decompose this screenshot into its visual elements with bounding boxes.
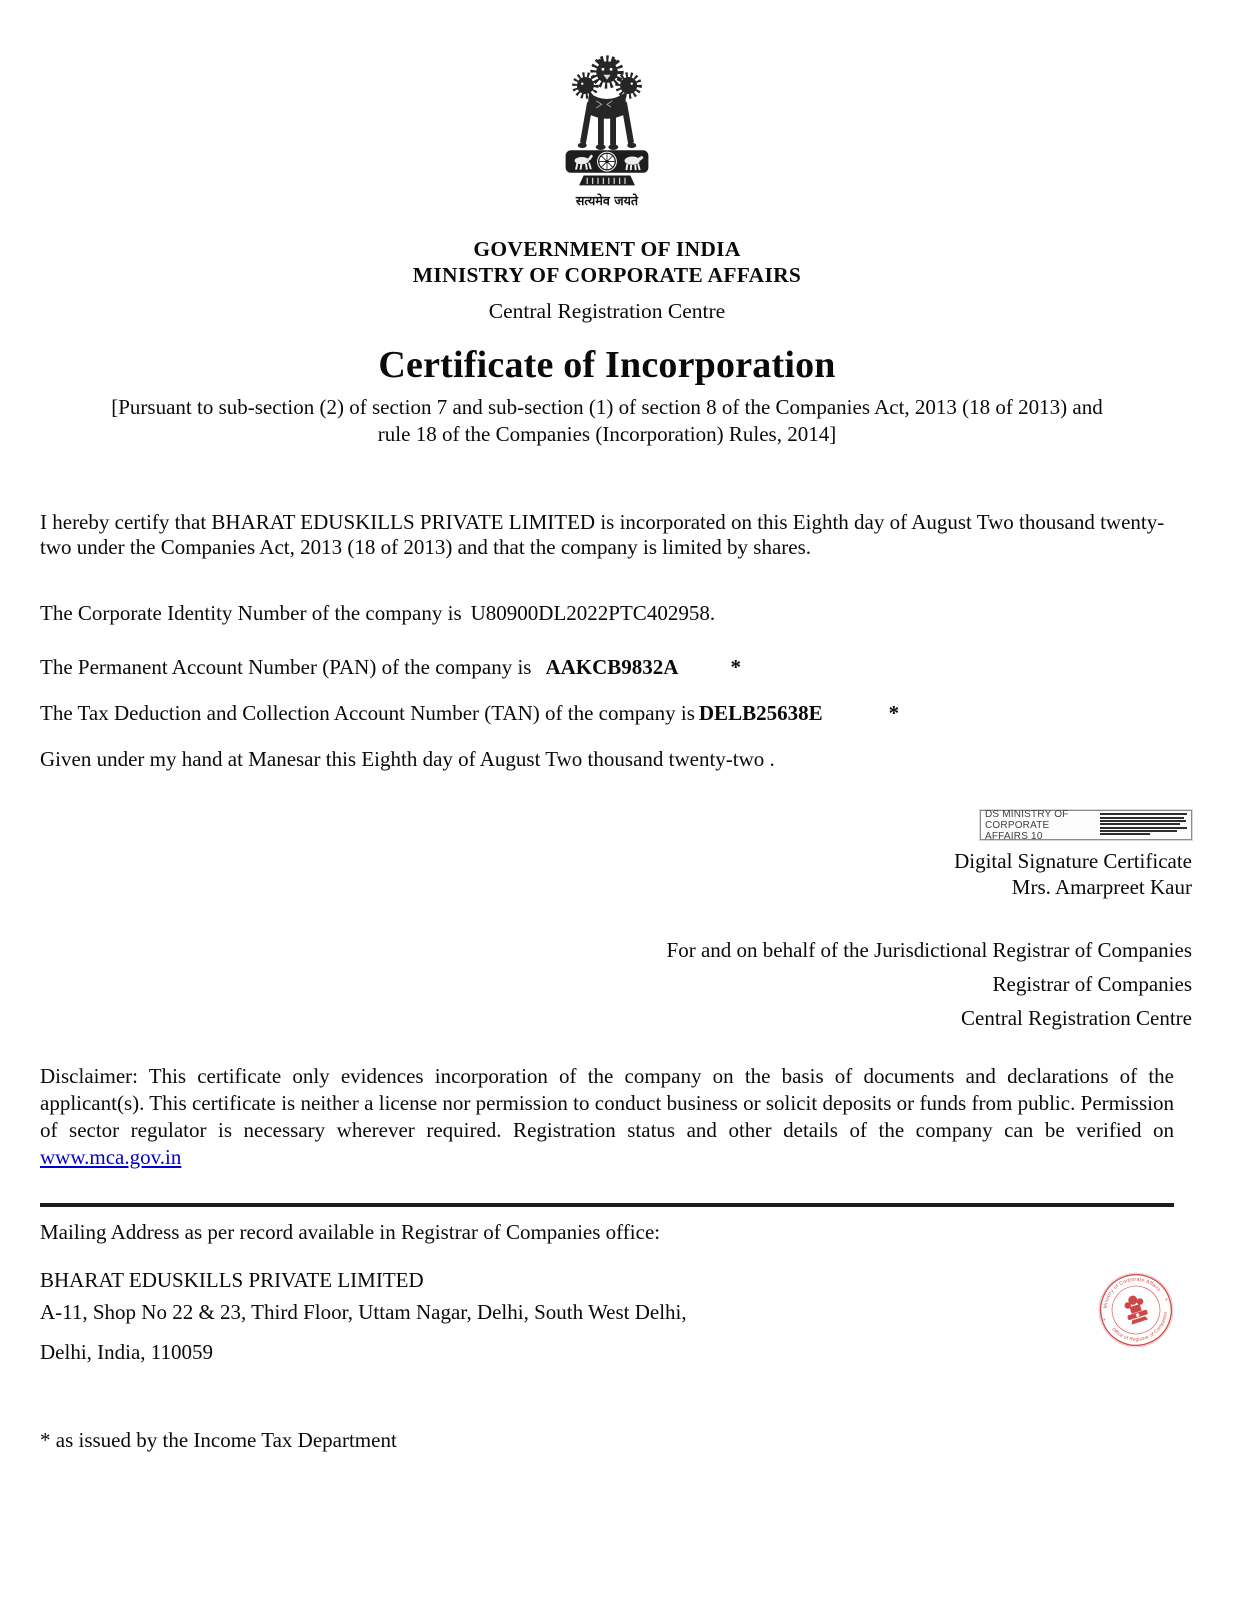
certificate-title: Certificate of Incorporation (378, 344, 836, 386)
mailing-address-line-2: Delhi, India, 110059 (40, 1340, 214, 1364)
pursuant-line-1: [Pursuant to sub-section (2) of section 7 and sub-section (1) of section 8 of the Companies Act, 2013 (18 of 2013) and (111, 395, 1103, 419)
footnote: * as issued by the Income Tax Department (40, 1428, 397, 1452)
cin-line (40, 600, 1174, 626)
stamp-bottom-text: Office of Registrar of Companies (1111, 1311, 1168, 1342)
header (40, 42, 1174, 448)
pursuant-line-2: rule 18 of the Companies (Incorporation) Rules, 2014] (377, 422, 837, 446)
pan-value: AAKCB9832A (545, 655, 679, 679)
behalf-line-1: For and on behalf of the Jurisdictional Registrar of Companies (666, 938, 1192, 962)
signature-signer-label: DS MINISTRY OF CORPORATE AFFAIRS 10 (985, 808, 1069, 842)
behalf-line-2: Registrar of Companies (992, 972, 1192, 996)
registration-centre-line: Central Registration Centre (488, 299, 726, 323)
stamp-right-star: * (1164, 1297, 1170, 1305)
certify-prefix: I hereby certify that (40, 510, 212, 534)
section-divider (40, 1203, 1174, 1207)
dsc-signer-name: Mrs. Amarpreet Kaur (1011, 875, 1192, 899)
disclaimer-paragraph (40, 1063, 1174, 1171)
ministry-title: MINISTRY OF CORPORATE AFFAIRS (412, 263, 802, 287)
company-name-inline: BHARAT EDUSKILLS PRIVATE LIMITED (211, 510, 596, 534)
microtext-line (1100, 820, 1186, 822)
given-under-hand-line: Given under my hand at Manesar this Eighth day of August Two thousand twenty-two . (40, 747, 775, 771)
microtext-line (1100, 827, 1187, 829)
pan-label: The Permanent Account Number (PAN) of the company is (40, 655, 532, 679)
government-title: GOVERNMENT OF INDIA (473, 237, 741, 261)
microtext-line (1100, 813, 1187, 815)
mailing-company-name: BHARAT EDUSKILLS PRIVATE LIMITED (40, 1268, 424, 1292)
emblem-of-india-icon (553, 42, 661, 228)
microtext-line (1100, 817, 1184, 819)
microtext-line (1100, 830, 1177, 832)
pursuant-text (40, 394, 1174, 448)
microtext-line (1100, 823, 1180, 825)
cin-label: The Corporate Identity Number of the company is (40, 601, 462, 625)
microtext-line (1100, 833, 1150, 835)
behalf-line-3: Central Registration Centre (961, 1006, 1192, 1030)
emblem-motto: सत्यमेव जयते (575, 193, 639, 209)
signature-microtext (1100, 813, 1187, 837)
roc-stamp (1098, 1272, 1174, 1348)
certify-paragraph (40, 510, 1174, 560)
pan-asterisk: * (730, 655, 741, 679)
mca-link[interactable]: www.mca.gov.in (40, 1145, 182, 1169)
tan-asterisk: * (888, 701, 900, 725)
certify-suffix: is incorporated on this Eighth day of August Two thousand twenty-two under the Companies Act, 2013 (18 of 2013) and that the company is limited by shares. (40, 510, 1165, 559)
digital-signature-box (980, 810, 1192, 840)
stamp-emblem-icon (1122, 1293, 1150, 1325)
mailing-address-line-1: A-11, Shop No 22 & 23, Third Floor, Uttam Nagar, Delhi, South West Delhi, (40, 1300, 687, 1324)
disclaimer-text: Disclaimer: This certificate only evidences incorporation of the company on the basis of documents and declarations of the applicant(s). This certificate is neither a license nor permission to conduct business or solicit deposits or funds from public. Permission of sector regulator is necessary wherever required. Registration status and other details of the company can be verified on (40, 1064, 1174, 1142)
mailing-heading: Mailing Address as per record available in Registrar of Companies office: (40, 1220, 661, 1244)
signature-block (40, 810, 1192, 1031)
stamp-top-text: Ministry of Corporate Affairs (1102, 1276, 1162, 1309)
cin-value: U80900DL2022PTC402958. (470, 601, 716, 625)
tan-label: The Tax Deduction and Collection Account Number (TAN) of the company is (40, 701, 695, 725)
tan-line (40, 700, 1174, 726)
tan-value: DELB25638E (698, 701, 823, 725)
stamp-left-star: * (1102, 1318, 1108, 1325)
dsc-title: Digital Signature Certificate (954, 849, 1192, 873)
pan-line (40, 654, 1174, 680)
